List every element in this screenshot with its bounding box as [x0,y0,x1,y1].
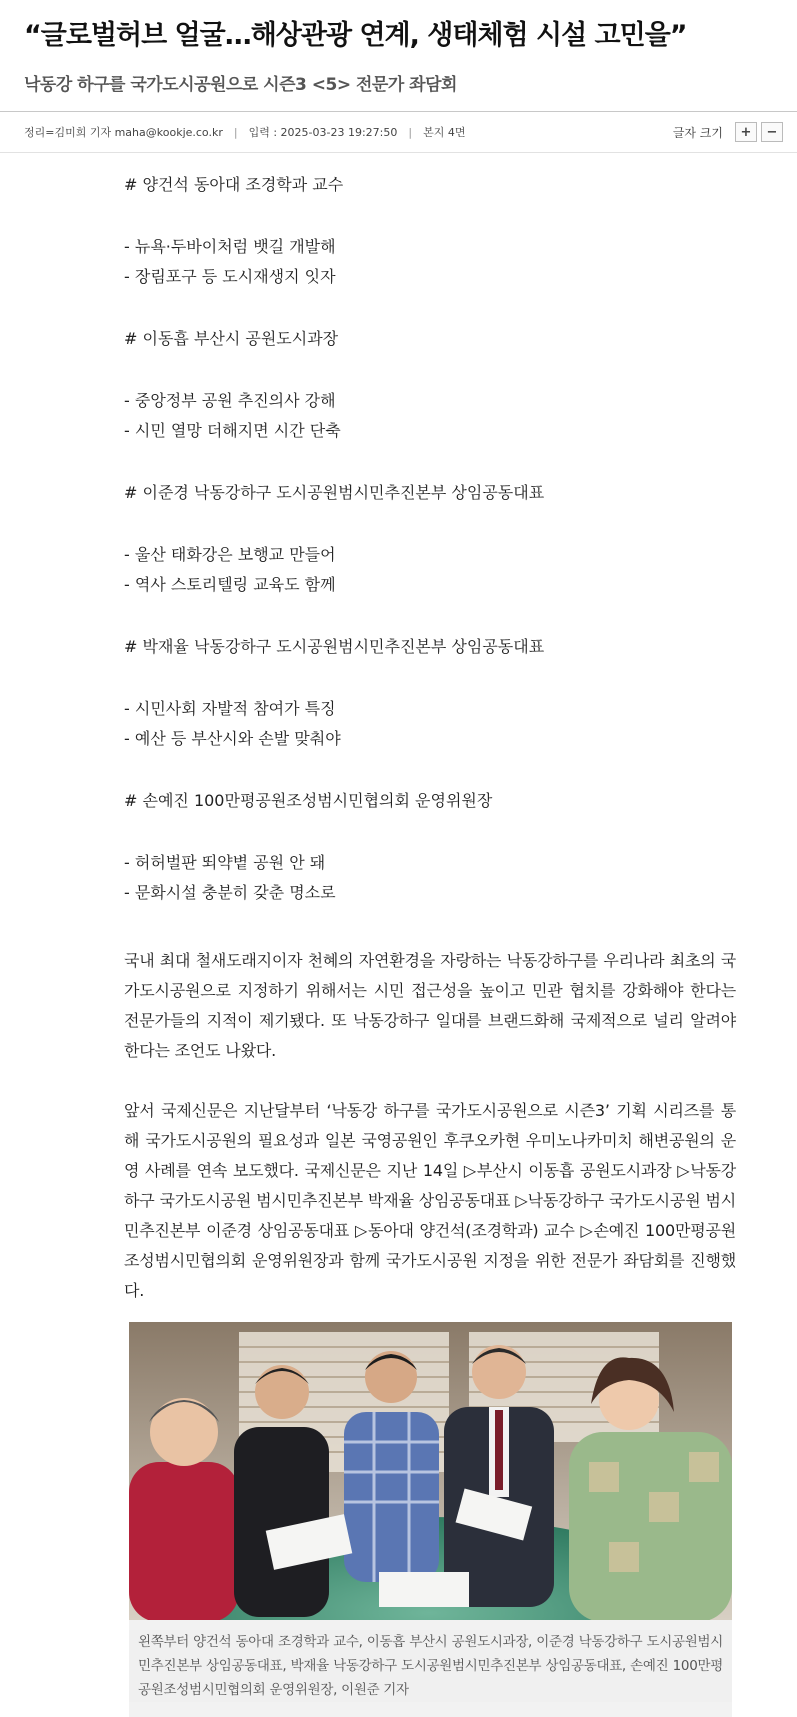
speaker-name: # 이동흡 부산시 공원도시과장 [124,329,339,348]
publish-date: 입력 : 2025-03-23 19:27:50 [248,126,398,139]
speaker-point: - 허허벌판 뙤약볕 공원 안 돼 [124,853,326,872]
speaker-name: # 이준경 낙동강하구 도시공원범시민추진본부 상임공동대표 [124,483,545,502]
meta-separator: | [408,125,413,139]
speaker-point: - 중앙정부 공원 추진의사 강해 [124,391,336,410]
speaker-point: - 울산 태화강은 보행교 만들어 [124,545,336,564]
speaker-point: - 예산 등 부산시와 손발 맞춰야 [124,729,341,748]
article-body [124,170,736,1306]
article-info-bar [0,111,797,153]
speaker-point: - 장림포구 등 도시재생지 잇자 [124,267,336,286]
speaker-name: # 양건석 동아대 조경학과 교수 [124,175,344,194]
article-headline: “글로벌허브 얼굴…해상관광 연계, 생태체험 시설 고민을” [24,20,687,51]
font-increase-button[interactable]: + [735,122,757,142]
roundtable-photo-illustration [129,1322,732,1620]
speaker-name: # 박재율 낙동강하구 도시공원범시민추진본부 상임공동대표 [124,637,545,656]
font-size-label: 글자 크기 [672,125,723,140]
print-page: 본지 4면 [423,126,466,139]
speaker-point: - 뉴욕·두바이처럼 뱃길 개발해 [124,237,336,256]
speaker-name: # 손예진 100만평공원조성범시민협의회 운영위원장 [124,791,493,810]
meta-separator: | [233,125,238,139]
speaker-point: - 문화시설 충분히 갖춘 명소로 [124,883,336,902]
article-photo [129,1322,732,1620]
article-paragraph: 국내 최대 철새도래지이자 천혜의 자연환경을 자랑하는 낙동강하구를 우리나라 최초의 국가도시공원으로 지정하기 위해서는 시민 접근성을 높이고 민관 협치를 강화해야 한다는 전문가들의 지적이 제기됐다. 또 낙동강하구 일대를 브랜드화해 국제적으로 널리 알려야 한다는 조언도 나왔다. [124,951,736,1060]
speaker-point: - 시민 열망 더해지면 시간 단축 [124,421,341,440]
speaker-point: - 시민사회 자발적 참여가 특징 [124,699,336,718]
byline: 정리=김미희 기자 maha@kookje.co.kr [24,126,223,139]
speaker-summary [124,170,736,908]
font-decrease-button[interactable]: − [761,122,783,142]
article-meta [24,124,465,140]
article-paragraph: 앞서 국제신문은 지난달부터 ‘낙동강 하구를 국가도시공원으로 시즌3’ 기획 시리즈를 통해 국가도시공원의 필요성과 일본 국영공원인 후쿠오카현 우미노나카미치 해변공원의 운영 사례를 연속 보도했다. 국제신문은 지난 14일 ▷부산시 이동흡 공원도시과장 ▷낙동강하구 국가도시공원 범시민추진본부 박재율 상임공동대표 ▷낙동강하구 국가도시공원 범시민추진본부 이준경 상임공동대표 ▷동아대 양건석(조경학과) 교수 ▷손예진 100만평공원조성범시민협의회 운영위원장과 함께 국가도시공원 지정을 위한 전문가 좌담회를 진행했다. [124,1101,736,1300]
article-subheadline: 낙동강 하구를 국가도시공원으로 시즌3 <5> 전문가 좌담회 [24,75,457,95]
speaker-point: - 역사 스토리텔링 교육도 함께 [124,575,336,594]
article-header [0,0,797,95]
photo-caption: 왼쪽부터 양건석 동아대 조경학과 교수, 이동흡 부산시 공원도시과장, 이준경 낙동강하구 도시공원범시민추진본부 상임공동대표, 박재율 낙동강하구 도시공원범시민추진본부 상임공동대표, 손예진 100만평공원조성범시민협의회 운영위원장, 이원준 기자 [129,1630,732,1702]
font-size-control [673,122,783,142]
